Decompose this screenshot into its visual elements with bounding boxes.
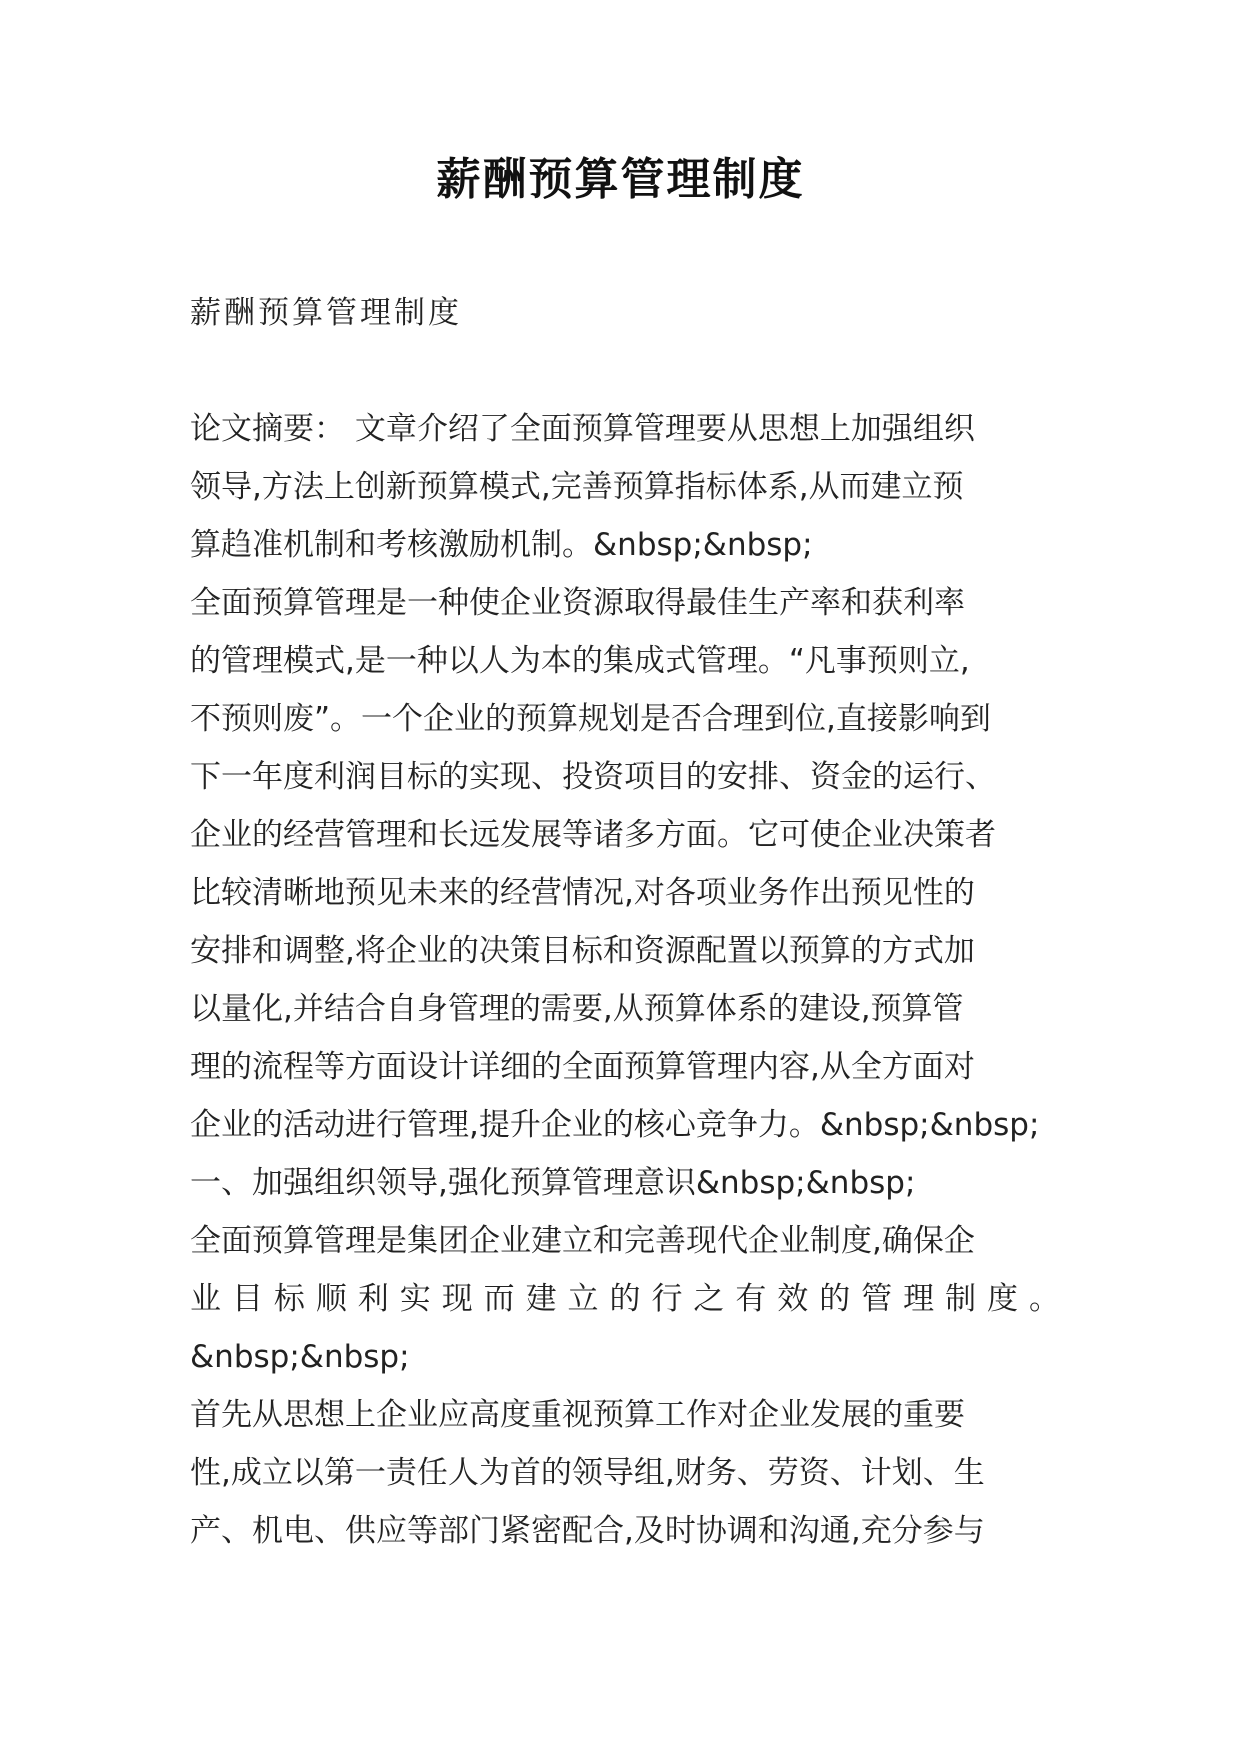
body-line: 一、加强组织领导,强化预算管理意识&nbsp;&nbsp; [190, 1165, 916, 1201]
body-line: 以量化,并结合自身管理的需要,从预算体系的建设,预算管 [190, 991, 964, 1027]
body-line: 下一年度利润目标的实现、投资项目的安排、资金的运行、 [190, 759, 996, 795]
body-line: 的管理模式,是一种以人为本的集成式管理。“凡事预则立, [190, 643, 970, 679]
body-line: 论文摘要： 文章介绍了全面预算管理要从思想上加强组织 [190, 411, 975, 447]
body-line: 安排和调整,将企业的决策目标和资源配置以预算的方式加 [190, 933, 975, 969]
body-line: 全面预算管理是一种使企业资源取得最佳生产率和获利率 [190, 585, 965, 621]
body-line: 首先从思想上企业应高度重视预算工作对企业发展的重要 [190, 1397, 965, 1433]
body-line: 性,成立以第一责任人为首的领导组,财务、劳资、计划、生 [190, 1455, 985, 1491]
document-subtitle: 薪酬预算管理制度 [190, 295, 462, 331]
body-line: &nbsp;&nbsp; [190, 1339, 410, 1375]
document-body [190, 400, 1060, 1560]
body-line: 理的流程等方面设计详细的全面预算管理内容,从全方面对 [190, 1049, 975, 1085]
document-title: 薪酬预算管理制度 [436, 154, 805, 205]
body-line: 企业的活动进行管理,提升企业的核心竞争力。&nbsp;&nbsp; [190, 1107, 1040, 1143]
body-line: 全面预算管理是集团企业建立和完善现代企业制度,确保企 [190, 1223, 975, 1259]
body-line: 领导,方法上创新预算模式,完善预算指标体系,从而建立预 [190, 469, 964, 505]
body-line: 算趋准机制和考核激励机制。&nbsp;&nbsp; [190, 527, 813, 563]
body-line: 比较清晰地预见未来的经营情况,对各项业务作出预见性的 [190, 875, 975, 911]
body-line: 业目标顺利实现而建立的行之有效的管理制度。 [190, 1281, 1060, 1317]
body-line: 不预则废”。一个企业的预算规划是否合理到位,直接影响到 [190, 701, 991, 737]
body-line: 企业的经营管理和长远发展等诸多方面。它可使企业决策者 [190, 817, 996, 853]
body-line: 产、机电、供应等部门紧密配合,及时协调和沟通,充分参与 [190, 1513, 985, 1549]
